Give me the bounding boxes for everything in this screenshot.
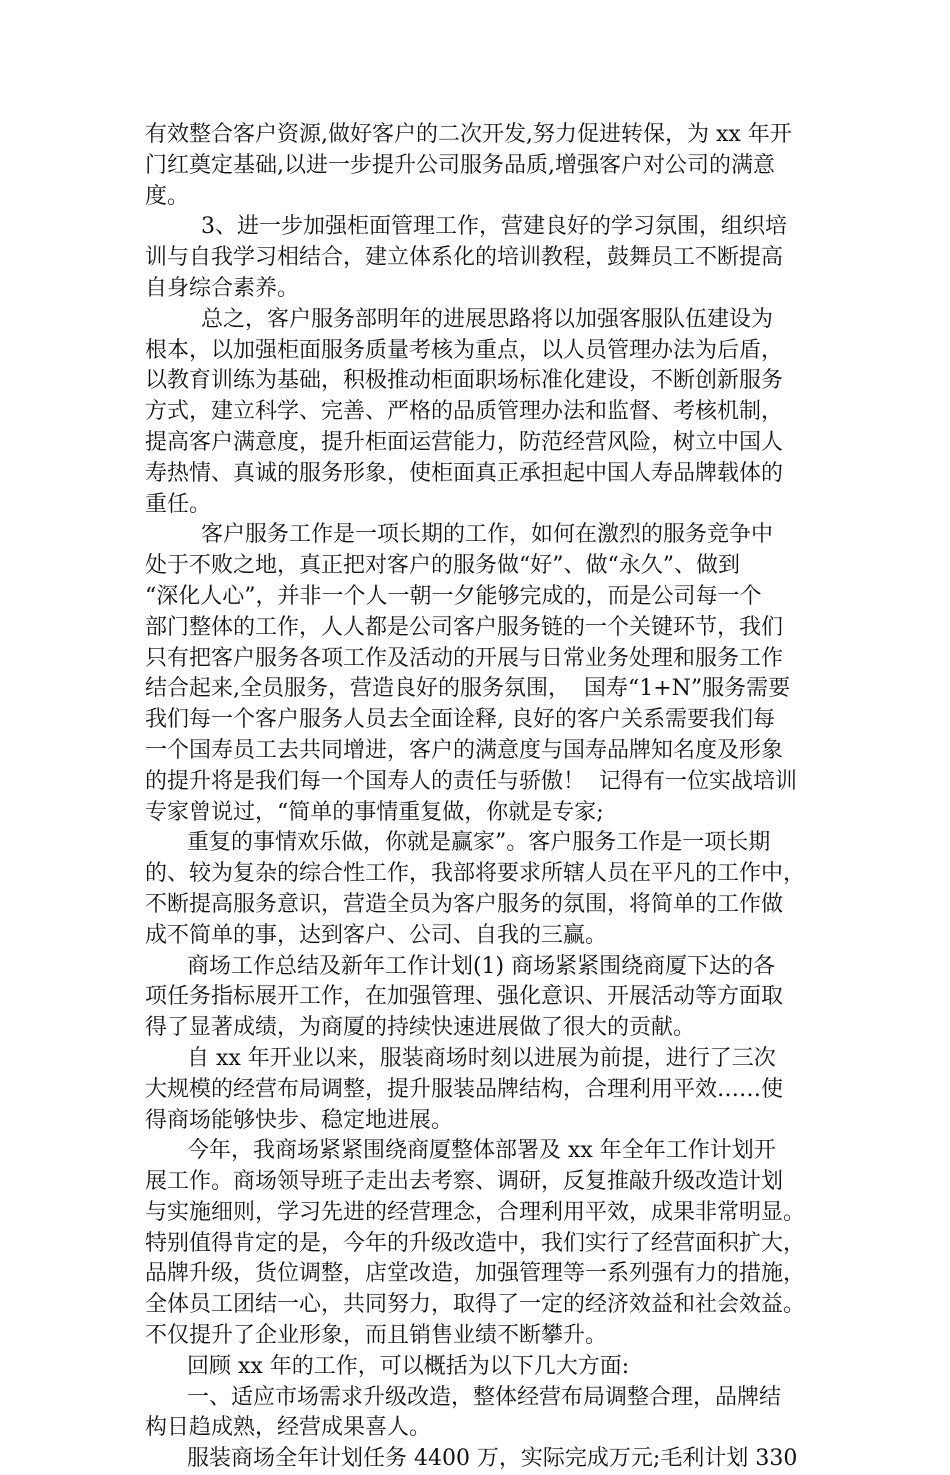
text-line: 回顾 xx 年的工作，可以概括为以下几大方面: (145, 1353, 630, 1379)
text-line: 的、较为复杂的综合性工作，我部将要求所辖人员在平凡的工作中， (145, 861, 806, 887)
text-line: 只有把客户服务各项工作及活动的开展与日常业务处理和服务工作 (145, 645, 784, 671)
text-line: 特别值得肯定的是，今年的升级改造中，我们实行了经营面积扩大， (145, 1230, 806, 1256)
text-line: 训与自我学习相结合，建立体系化的培训教程，鼓舞员工不断提高 (145, 245, 784, 271)
text-line: 与实施细则，学习先进的经营理念，合理利用平效，成果非常明显。 (145, 1199, 806, 1225)
text-line: 的提升将是我们每一个国寿人的责任与骄傲！ 记得有一位实战培训 (145, 768, 797, 794)
text-line: 今年，我商场紧紧围绕商厦整体部署及 xx 年全年工作计划开 (145, 1138, 776, 1164)
text-line: 部门整体的工作，人人都是公司客户服务链的一个关键环节，我们 (145, 614, 784, 640)
text-line: 品牌升级，货位调整，店堂改造，加强管理等一系列强有力的措施， (145, 1261, 806, 1287)
text-line: 一个国寿员工去共同增进，客户的满意度与国寿品牌知名度及形象 (145, 737, 784, 763)
text-line: 专家曾说过，“简单的事情重复做，你就是专家; (145, 799, 604, 825)
text-line: 不仅提升了企业形象，而且销售业绩不断攀升。 (145, 1323, 608, 1349)
text-line: 度。 (145, 183, 190, 209)
text-line: 成不简单的事，达到客户、公司、自我的三赢。 (145, 922, 608, 948)
text-line: 方式，建立科学、完善、严格的品质管理办法和监督、考核机制， (145, 399, 784, 425)
text-line: 处于不败之地，真正把对客户的服务做“好”、做“永久”、做到 (145, 553, 740, 579)
text-line: 得了显著成绩，为商厦的持续快速进展做了很大的贡献。 (145, 1015, 696, 1041)
text-line: 服装商场全年计划任务 4400 万，实际完成万元;毛利计划 330 (145, 1446, 798, 1472)
text-line: 全体员工团结一心，共同努力，取得了一定的经济效益和社会效益。 (145, 1292, 806, 1318)
text-line: 构日趋成熟，经营成果喜人。 (145, 1415, 432, 1441)
document-body (145, 120, 805, 1475)
text-line: “深化人心”，并非一个人一朝一夕能够完成的，而是公司每一个 (145, 583, 762, 609)
text-line: 一、适应市场需求升级改造，整体经营布局调整合理，品牌结 (145, 1384, 781, 1410)
text-line: 重复的事情欢乐做，你就是赢家”。客户服务工作是一项长期 (145, 830, 771, 856)
text-line: 根本，以加强柜面服务质量考核为重点，以人员管理办法为后盾， (145, 337, 784, 363)
text-line: 展工作。商场领导班子走出去考察、调研，反复推敲升级改造计划 (145, 1169, 784, 1195)
text-line: 客户服务工作是一项长期的工作，如何在激烈的服务竞争中 (145, 522, 773, 548)
text-line: 以教育训练为基础，积极推动柜面职场标准化建设，不断创新服务 (145, 368, 784, 394)
text-line: 项任务指标展开工作，在加强管理、强化意识、开展活动等方面取 (145, 984, 784, 1010)
text-line: 结合起来,全员服务，营造良好的服务氛围， 国寿“1+N”服务需要 (145, 676, 791, 702)
text-line: 寿热情、真诚的服务形象，使柜面真正承担起中国人寿品牌载体的 (145, 460, 784, 486)
text-line: 3、进一步加强柜面管理工作，营建良好的学习氛围，组织培 (145, 214, 787, 240)
text-line: 总之，客户服务部明年的进展思路将以加强客服队伍建设为 (145, 306, 773, 332)
text-line: 有效整合客户资源,做好客户的二次开发,努力促进转保，为 xx 年开 (145, 122, 792, 147)
text-line: 不断提高服务意识，营造全员为客户服务的氛围，将简单的工作做 (145, 891, 784, 917)
text-line: 重任。 (145, 491, 212, 517)
text-line: 提高客户满意度，提升柜面运营能力，防范经营风险，树立中国人 (145, 429, 784, 455)
text-line: 商场工作总结及新年工作计划(1) 商场紧紧围绕商厦下达的各 (145, 953, 776, 979)
text-line: 我们每一个客户服务人员去全面诠释, 良好的客户关系需要我们每 (145, 707, 775, 733)
text-line: 大规模的经营布局调整，提升服装品牌结构，合理利用平效……使 (145, 1076, 784, 1102)
text-line: 得商场能够快步、稳定地进展。 (145, 1107, 454, 1133)
text-line: 门红奠定基础,以进一步提升公司服务品质,增强客户对公司的满意 (145, 152, 775, 178)
text-line: 自 xx 年开业以来，服装商场时刻以进展为前提，进行了三次 (145, 1045, 776, 1071)
text-line: 自身综合素养。 (145, 275, 300, 301)
